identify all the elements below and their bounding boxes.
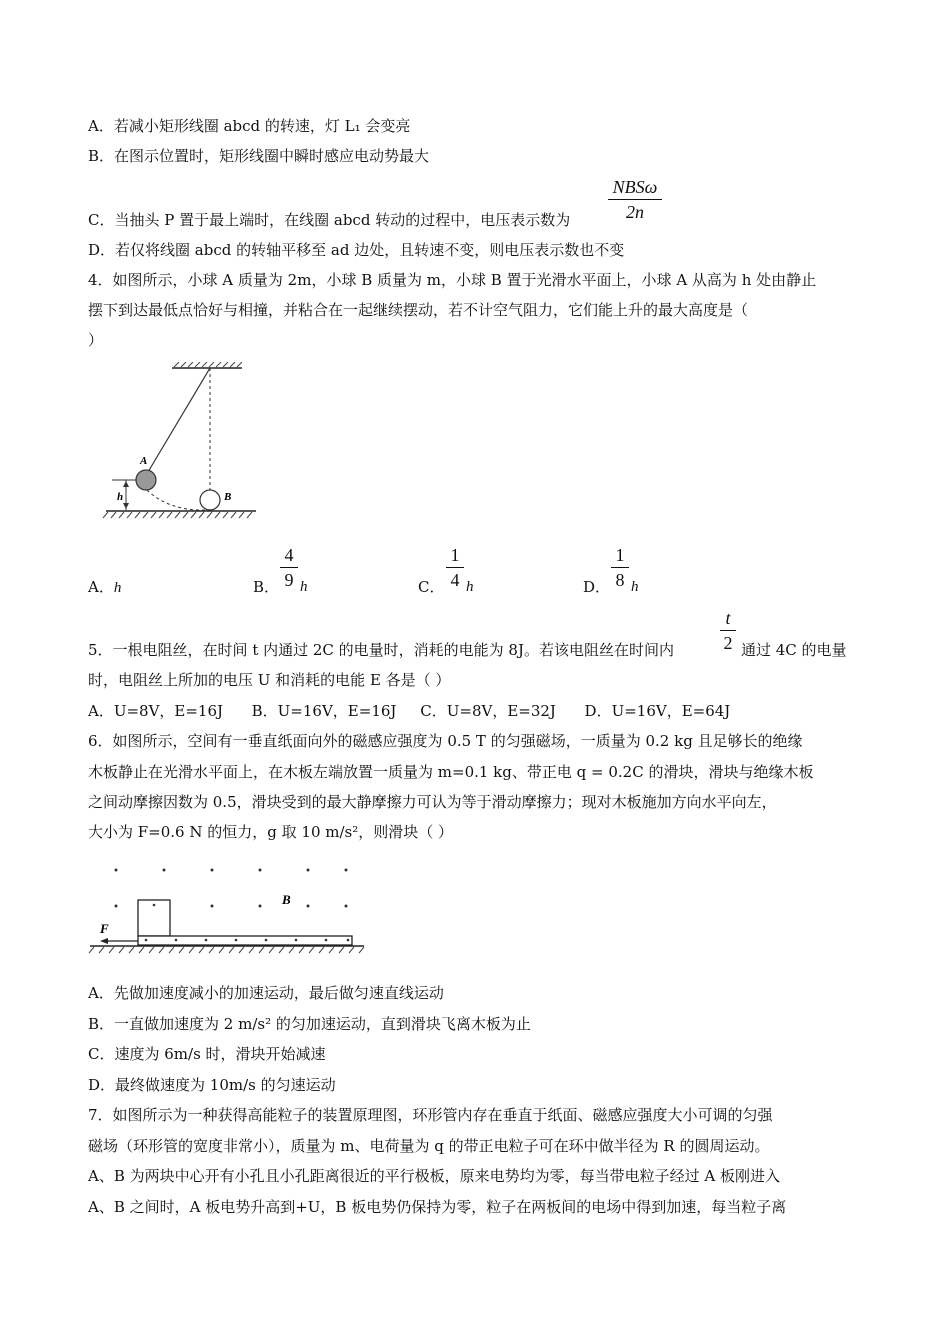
q4-option-b-var: h [300, 579, 308, 595]
fraction-numerator: 4 [284, 545, 294, 565]
q6-option-c: C．速度为 6m/s 时，滑块开始减速 [88, 1045, 326, 1063]
q3-option-b: B．在图示位置时，矩形线圈中瞬时感应电动势最大 [88, 147, 430, 165]
label-f: F [100, 921, 109, 936]
label-b-field: B [282, 892, 291, 907]
fraction-numerator: 1 [450, 545, 460, 565]
fraction-bar [446, 567, 464, 568]
option-letter: A． [88, 578, 114, 596]
q7-stem-line-1: 7．如图所示为一种获得高能粒子的装置原理图，环形管内存在垂直于纸面、磁感应强度大小可调的匀强 [88, 1106, 773, 1124]
fraction-bar [720, 630, 736, 631]
q4-stem-line-3: ） [88, 331, 104, 349]
board-slider-figure [88, 858, 378, 958]
q4-option-c-var: h [466, 579, 474, 595]
q4-option-d-label: D． [583, 578, 611, 596]
q7-stem-line-3: A、B 为两块中心开有小孔且小孔距离很近的平行极板，原来电势均为零，每当带电粒子经过 A 板刚进入 [88, 1167, 780, 1185]
q4-option-b-label: B． [253, 578, 280, 596]
fraction-denominator: 2n [626, 202, 644, 222]
fraction-denominator: 9 [284, 570, 294, 590]
label-h: h [117, 491, 124, 503]
pendulum-figure [100, 362, 270, 524]
q5-options: A．U=8V，E=16J B．U=16V，E=16J C．U=8V，E=32J D．U=16V，E=64J [88, 702, 731, 720]
q4-option-c-label: C． [418, 578, 445, 596]
board [138, 936, 352, 945]
fraction-bar [280, 567, 298, 568]
q6-stem-line-2: 木板静止在光滑水平面上，在木板左端放置一质量为 m=0.1 kg、带正电 q = 0.2C 的滑块，滑块与绝缘木板 [88, 763, 814, 781]
label-b: B [224, 491, 232, 503]
q5-stem-line-1-pre: 5．一根电阻丝，在时间 t 内通过 2C 的电量时，消耗的电能为 8J。若该电阻丝在时间内 [88, 641, 674, 659]
fraction-denominator: 2 [723, 633, 733, 653]
fraction-bar [611, 567, 629, 568]
q3-option-c: C．当抽头 P 置于最上端时，在线圈 abcd 转动的过程中，电压表示数为 [88, 211, 571, 229]
fraction-numerator: t [725, 608, 731, 628]
option-value: h [113, 580, 122, 596]
fraction-denominator: 4 [450, 570, 460, 590]
q4-option-d-fraction [611, 544, 629, 591]
q4-option-b-fraction [280, 544, 298, 591]
q5-fraction [720, 607, 736, 654]
fraction-numerator: NBSω [612, 177, 658, 197]
label-a: A [140, 455, 148, 467]
q3-option-c-fraction [608, 176, 662, 223]
q4-stem-line-2: 摆下到达最低点恰好与相撞，并粘合在一起继续摆动，若不计空气阻力，它们能上升的最大高度是（ [88, 301, 749, 319]
fraction-denominator: 8 [615, 570, 625, 590]
q6-stem-line-4: 大小为 F=0.6 N 的恒力，g 取 10 m/s²，则滑块（ ） [88, 823, 454, 841]
q6-option-d: D．最终做速度为 10m/s 的匀速运动 [88, 1076, 336, 1094]
q4-option-d-var: h [631, 579, 639, 595]
fraction-numerator: 1 [615, 545, 625, 565]
q6-stem-line-3: 之间动摩擦因数为 0.5，滑块受到的最大静摩擦力可认为等于滑动摩擦力；现对木板施加方向水平向左， [88, 793, 777, 811]
q4-option-c-fraction [446, 544, 464, 591]
q4-option-a [88, 577, 121, 598]
q6-option-a: A．先做加速度减小的加速运动，最后做匀速直线运动 [88, 984, 444, 1002]
q3-option-d: D．若仅将线圈 abcd 的转轴平移至 ad 边处，且转速不变，则电压表示数也不变 [88, 241, 625, 259]
fraction-bar [608, 199, 662, 200]
q6-stem-line-1: 6．如图所示，空间有一垂直纸面向外的磁感应强度为 0.5 T 的匀强磁场，一质量为 0.2 kg 且足够长的绝缘 [88, 732, 803, 750]
ball-b [200, 490, 220, 510]
ball-a [136, 470, 156, 490]
q3-option-a: A．若减小矩形线圈 abcd 的转速，灯 L₁ 会变亮 [88, 117, 411, 135]
q4-stem-line-1: 4．如图所示，小球 A 质量为 2m，小球 B 质量为 m，小球 B 置于光滑水平面上，小球 A 从高为 h 处由静止 [88, 271, 817, 289]
q7-stem-line-4: A、B 之间时，A 板电势升高到+U，B 板电势仍保持为零，粒子在两板间的电场中得到加速，每当粒子离 [88, 1198, 787, 1216]
q5-stem-line-2: 时，电阻丝上所加的电压 U 和消耗的电能 E 各是（ ） [88, 671, 451, 689]
q6-option-b: B．一直做加速度为 2 m/s² 的匀加速运动，直到滑块飞离木板为止 [88, 1015, 531, 1033]
q5-stem-line-1-post: 通过 4C 的电量 [741, 641, 847, 659]
q7-stem-line-2: 磁场（环形管的宽度非常小），质量为 m、电荷量为 q 的带正电粒子可在环中做半径为 R 的圆周运动。 [88, 1137, 770, 1155]
